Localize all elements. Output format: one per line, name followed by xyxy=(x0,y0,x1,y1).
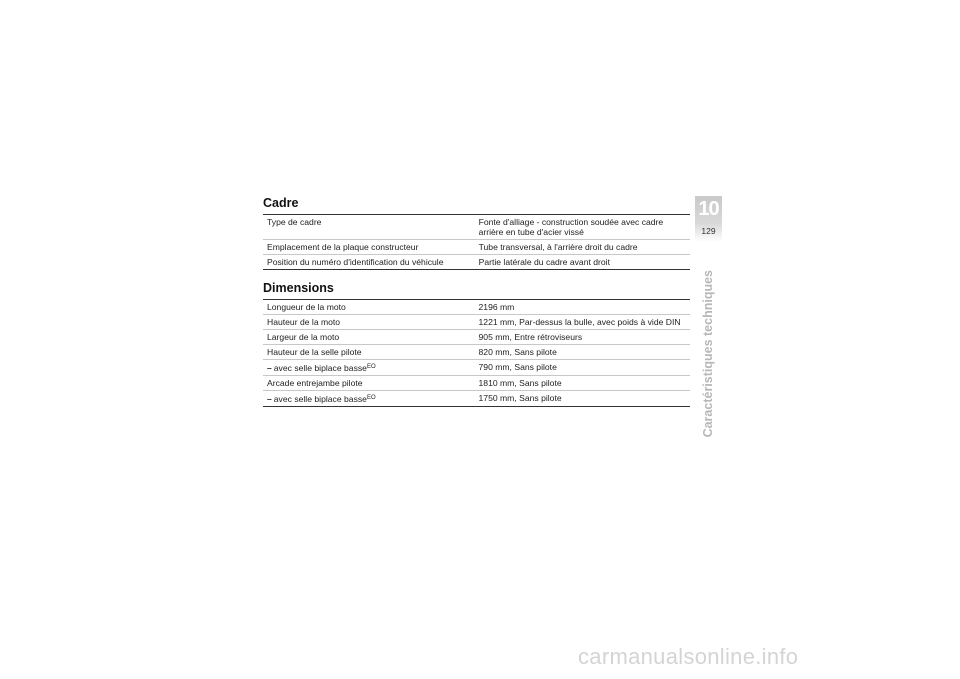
table-row xyxy=(263,345,690,360)
spec-value: 790 mm, Sans pilote xyxy=(475,360,690,376)
table-row xyxy=(263,315,690,330)
spec-value: 1810 mm, Sans pilote xyxy=(475,376,690,391)
table-row xyxy=(263,330,690,345)
chapter-title-vertical: Caractéristiques techniques xyxy=(701,270,715,438)
table-row xyxy=(263,255,690,270)
spec-value: Partie latérale du cadre avant droit xyxy=(478,257,610,267)
table-row xyxy=(263,300,690,315)
table-row xyxy=(263,391,690,407)
chapter-tab xyxy=(695,196,722,242)
spec-label: Hauteur de la selle pilote xyxy=(263,345,475,360)
spec-label: Position du numéro d'identification du véhicule xyxy=(267,257,444,267)
spec-table-dimensions xyxy=(263,299,690,407)
table-row xyxy=(263,360,690,376)
spec-label-text: avec selle biplace basse xyxy=(273,394,367,404)
spec-table-cadre xyxy=(263,214,690,270)
option-superscript: EO xyxy=(366,364,376,370)
dash-bullet: – xyxy=(267,363,272,373)
spec-value: 2196 mm xyxy=(475,300,690,315)
spec-label: Emplacement de la plaque constructeur xyxy=(263,240,475,255)
spec-label: Arcade entrejambe pilote xyxy=(263,376,475,391)
spec-label: Type de cadre xyxy=(263,215,475,240)
option-superscript: EO xyxy=(366,395,376,401)
table-row xyxy=(263,215,690,240)
spec-label xyxy=(263,360,475,376)
table-row xyxy=(263,240,690,255)
spec-value: 1750 mm, Sans pilote xyxy=(478,393,562,403)
spec-label xyxy=(263,391,475,407)
spec-value: 820 mm, Sans pilote xyxy=(475,345,690,360)
dash-bullet: – xyxy=(267,394,272,404)
spec-label: Hauteur de la moto xyxy=(263,315,475,330)
section-title-cadre: Cadre xyxy=(263,196,299,210)
spec-label: Largeur de la moto xyxy=(263,330,475,345)
spec-value: 905 mm, Entre rétroviseurs xyxy=(475,330,690,345)
chapter-number: 10 xyxy=(698,198,719,220)
spec-value: Tube transversal, à l'arrière droit du cadre xyxy=(475,240,690,255)
section-title-dimensions: Dimensions xyxy=(263,281,334,295)
watermark: carmanualsonline.info xyxy=(578,644,799,669)
spec-label-text: avec selle biplace basse xyxy=(273,363,367,373)
spec-value: Fonte d'alliage - construction soudée avec cadre arrière en tube d'acier vissé xyxy=(475,215,690,240)
page-number: 129 xyxy=(701,226,716,236)
spec-value: 1221 mm, Par-dessus la bulle, avec poids à vide DIN xyxy=(475,315,690,330)
table-row xyxy=(263,376,690,391)
spec-label: Longueur de la moto xyxy=(263,300,475,315)
